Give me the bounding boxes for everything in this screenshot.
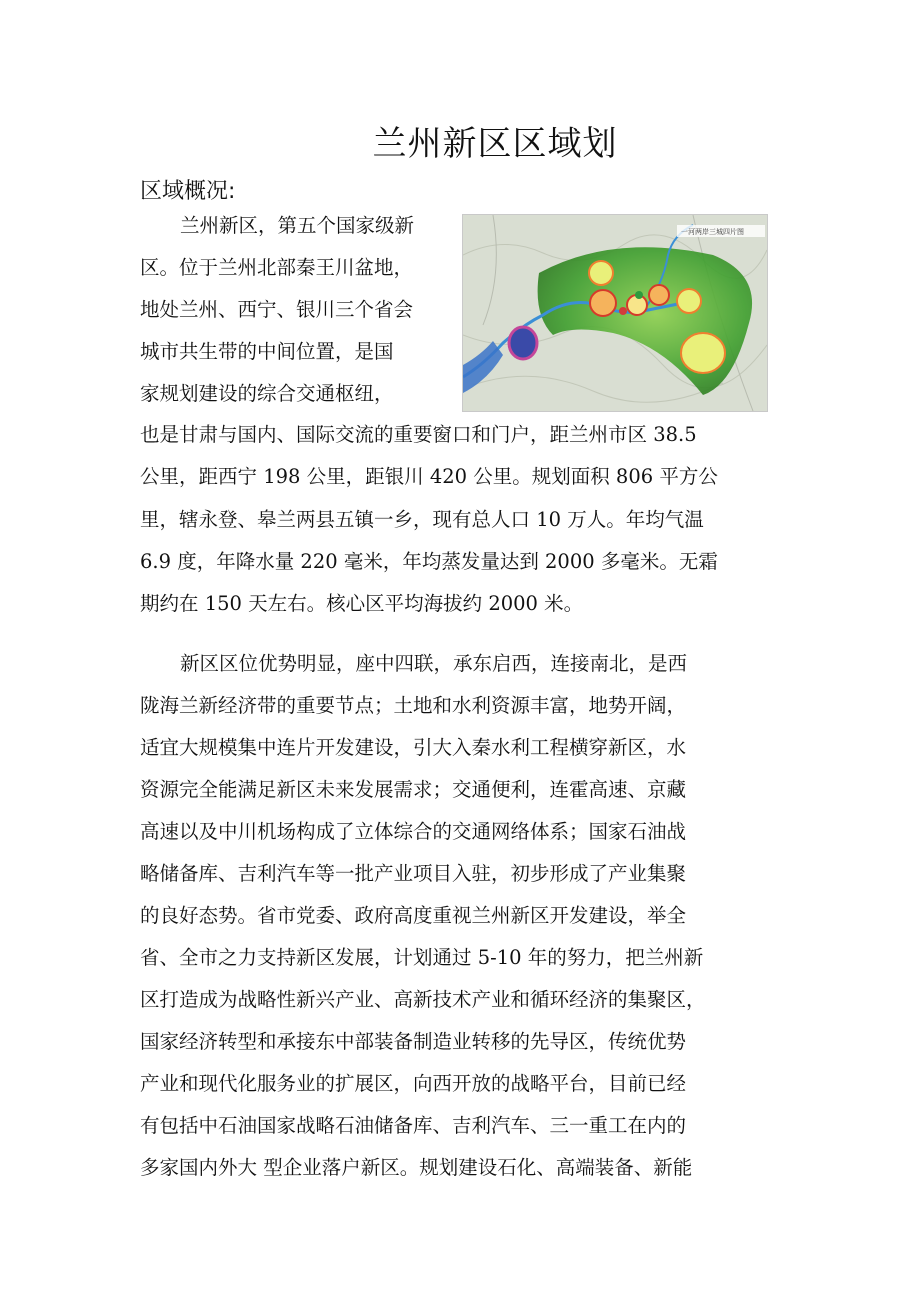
paragraph-1-line: 地处兰州、西宁、银川三个省会	[140, 298, 414, 321]
paragraph-1-line: 家规划建设的综合交通枢纽，	[140, 382, 394, 405]
paragraph-2-line: 新区区位优势明显，座中四联，承东启西，连接南北，是西	[180, 652, 688, 675]
paragraph-1-line: 区。位于兰州北部秦王川盆地，	[140, 256, 414, 279]
paragraph-2-line: 有包括中石油国家战略石油储备库、吉利汽车、三一重工在内的	[140, 1114, 687, 1137]
document-title: 兰州新区区域划	[372, 124, 618, 164]
paragraph-2-line: 区打造成为战略性新兴产业、高新技术产业和循环经济的集聚区，	[140, 988, 706, 1011]
paragraph-2-line: 省、全市之力支持新区发展，计划通过 5-10 年的努力，把兰州新	[140, 946, 704, 969]
paragraph-2-line: 资源完全能满足新区未来发展需求；交通便利，连霍高速、京藏	[140, 778, 687, 801]
paragraph-2-line: 多家国内外大 型企业落户新区。规划建设石化、高端装备、新能	[140, 1156, 693, 1179]
paragraph-2-line: 产业和现代化服务业的扩展区，向西开放的战略平台，目前已经	[140, 1072, 687, 1095]
region-map-image	[462, 214, 768, 412]
paragraph-1-line: 公里，距西宁 198 公里，距银川 420 公里。规划面积 806 平方公	[140, 465, 718, 488]
paragraph-2-line: 的良好态势。省市党委、政府高度重视兰州新区开发建设，举全	[140, 904, 687, 927]
section-heading: 区域概况:	[140, 179, 236, 204]
paragraph-2-line: 适宜大规模集中连片开发建设，引大入秦水利工程横穿新区，水	[140, 736, 687, 759]
paragraph-1-line: 期约在 150 天左右。核心区平均海拔约 2000 米。	[140, 592, 584, 615]
paragraph-2-line: 高速以及中川机场构成了立体综合的交通网络体系；国家石油战	[140, 820, 687, 843]
paragraph-1-line: 兰州新区，第五个国家级新	[180, 214, 415, 237]
paragraph-1-line: 6.9 度，年降水量 220 毫米，年均蒸发量达到 2000 多毫米。无霜	[140, 550, 718, 573]
paragraph-1-line: 也是甘肃与国内、国际交流的重要窗口和门户，距兰州市区 38.5	[140, 423, 697, 446]
map-title: 一河两岸三城四片图	[681, 228, 744, 236]
paragraph-2-line: 略储备库、吉利汽车等一批产业项目入驻，初步形成了产业集聚	[140, 862, 687, 885]
paragraph-2-line: 国家经济转型和承接东中部装备制造业转移的先导区，传统优势	[140, 1030, 687, 1053]
paragraph-1-line: 城市共生带的中间位置，是国	[140, 340, 394, 363]
paragraph-1-line: 里，辖永登、皋兰两县五镇一乡，现有总人口 10 万人。年均气温	[140, 508, 704, 531]
paragraph-2-line: 陇海兰新经济带的重要节点；土地和水利资源丰富，地势开阔，	[140, 694, 687, 717]
